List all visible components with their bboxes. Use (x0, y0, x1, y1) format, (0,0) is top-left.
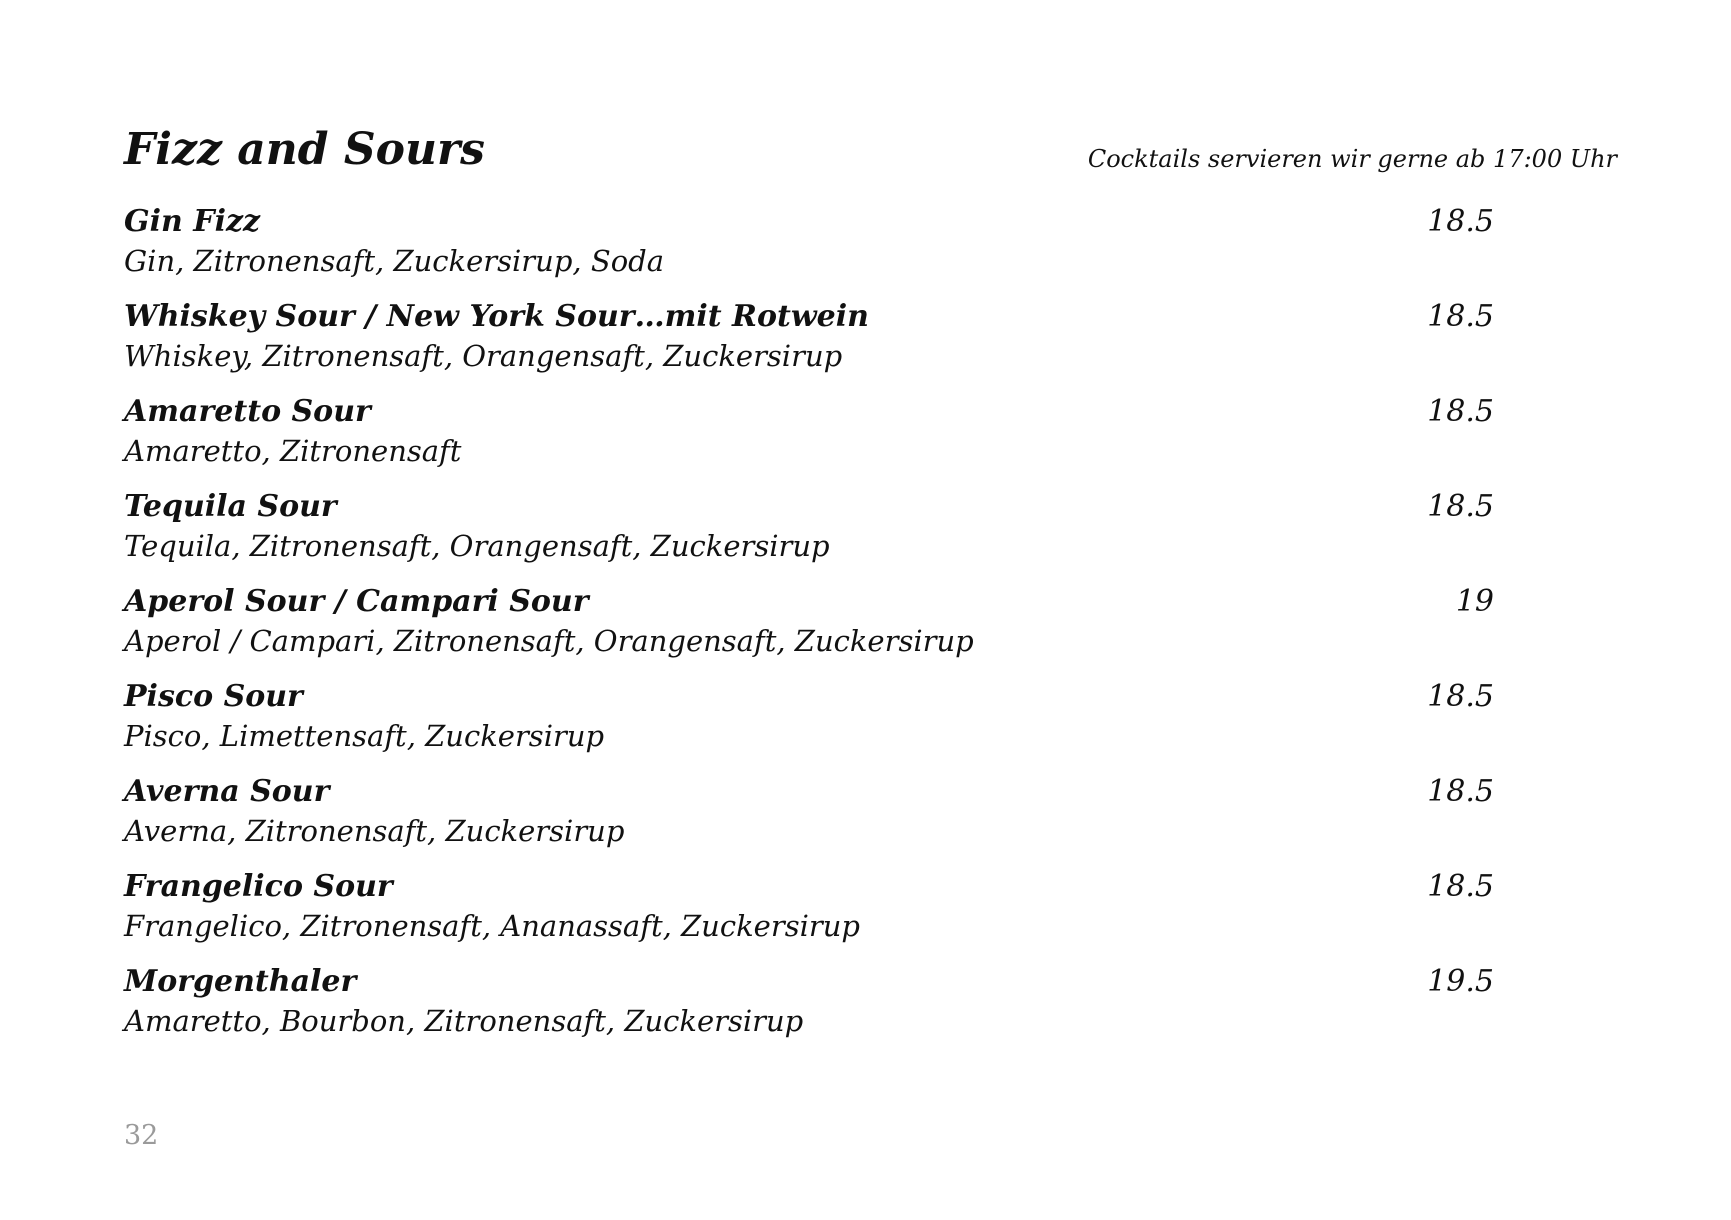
item-name: Morgenthaler (124, 964, 357, 999)
item-price: 18.5 (1427, 869, 1494, 904)
menu-item (124, 962, 1494, 1057)
item-description: Whiskey, Zitronensaft, Orangensaft, Zuckersirup (124, 339, 843, 373)
item-name: Averna Sour (124, 774, 330, 809)
item-description: Tequila, Zitronensaft, Orangensaft, Zuckersirup (124, 529, 830, 563)
item-price: 18.5 (1427, 394, 1494, 429)
item-name: Amaretto Sour (124, 394, 371, 429)
item-description: Averna, Zitronensaft, Zuckersirup (124, 814, 625, 848)
item-description: Amaretto, Zitronensaft (124, 434, 462, 468)
service-hours-note: Cocktails servieren wir gerne ab 17:00 Uhr (1087, 145, 1617, 173)
menu-item (124, 202, 1494, 297)
page-title: Fizz and Sours (124, 124, 485, 175)
page-number: 32 (124, 1120, 159, 1151)
menu-item (124, 867, 1494, 962)
menu-item (124, 677, 1494, 772)
item-price: 19.5 (1427, 964, 1494, 999)
item-price: 18.5 (1427, 679, 1494, 714)
item-description: Amaretto, Bourbon, Zitronensaft, Zuckersirup (124, 1004, 804, 1038)
item-name: Pisco Sour (124, 679, 303, 714)
item-price: 18.5 (1427, 299, 1494, 334)
menu-item (124, 297, 1494, 392)
menu-item (124, 582, 1494, 677)
item-price: 19 (1455, 584, 1494, 619)
item-description: Gin, Zitronensaft, Zuckersirup, Soda (124, 244, 665, 278)
item-description: Pisco, Limettensaft, Zuckersirup (124, 719, 605, 753)
item-description: Frangelico, Zitronensaft, Ananassaft, Zuckersirup (124, 909, 860, 943)
item-price: 18.5 (1427, 774, 1494, 809)
item-price: 18.5 (1427, 489, 1494, 524)
menu-item (124, 392, 1494, 487)
item-name: Frangelico Sour (124, 869, 393, 904)
item-name: Tequila Sour (124, 489, 337, 524)
item-price: 18.5 (1427, 204, 1494, 239)
item-name: Gin Fizz (124, 204, 261, 239)
menu-item (124, 487, 1494, 582)
item-name: Aperol Sour / Campari Sour (124, 584, 589, 619)
menu-list (124, 202, 1494, 1057)
menu-item (124, 772, 1494, 867)
item-name: Whiskey Sour / New York Sour…mit Rotwein (124, 299, 869, 334)
item-description: Aperol / Campari, Zitronensaft, Orangensaft, Zuckersirup (124, 624, 974, 658)
